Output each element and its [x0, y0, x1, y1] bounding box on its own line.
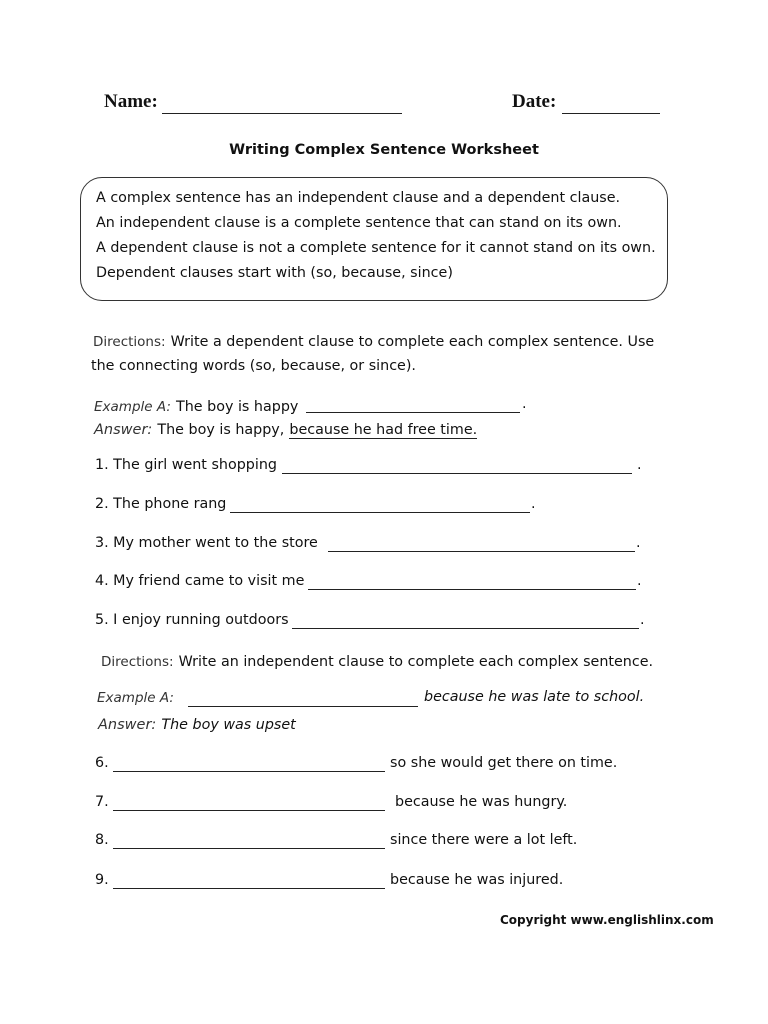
copyright: Copyright www.englishlinx.com	[500, 913, 714, 927]
item-7-num: 7.	[95, 794, 109, 810]
item-5-blank[interactable]	[292, 628, 639, 629]
info-line: An independent clause is a complete sentence that can stand on its own.	[96, 215, 622, 231]
date-blank[interactable]	[562, 113, 660, 114]
directions-label: Directions:	[101, 654, 174, 670]
item-4: 4. My friend came to visit me	[95, 573, 305, 589]
name-blank[interactable]	[162, 113, 402, 114]
item-7-text: because he was hungry.	[395, 794, 568, 810]
info-box	[80, 177, 668, 301]
section1-directions-cont: the connecting words (so, because, or since).	[91, 358, 416, 374]
section1-example	[94, 396, 298, 415]
item-6-blank[interactable]	[113, 771, 385, 772]
item-7-blank[interactable]	[113, 810, 385, 811]
item-5: 5. I enjoy running outdoors	[95, 612, 289, 628]
item-1-blank[interactable]	[282, 473, 632, 474]
section2-directions	[101, 651, 653, 670]
item-3-blank[interactable]	[328, 551, 635, 552]
date-label: Date:	[512, 91, 557, 112]
item-9-blank[interactable]	[113, 888, 385, 889]
item-2-blank[interactable]	[230, 512, 530, 513]
directions-text: Write a dependent clause to complete each complex sentence. Use	[170, 334, 655, 350]
example-text: The boy is happy	[176, 399, 299, 415]
answer-text: The boy is happy,	[157, 422, 285, 438]
item-4-blank[interactable]	[308, 589, 636, 590]
section2-example-text: because he was late to school.	[424, 689, 645, 705]
item-6-num: 6.	[95, 755, 109, 771]
item-1: 1. The girl went shopping	[95, 457, 277, 473]
item-6-text: so she would get there on time.	[390, 755, 618, 771]
item-8-num: 8.	[95, 832, 109, 848]
answer-label: Answer:	[98, 717, 157, 733]
example-blank	[306, 412, 520, 413]
section2-example-blank	[188, 706, 418, 707]
worksheet-title: Writing Complex Sentence Worksheet	[229, 142, 539, 158]
item-8-text: since there were a lot left.	[390, 832, 578, 848]
item-2: 2. The phone rang	[95, 496, 227, 512]
item-9-num: 9.	[95, 872, 109, 888]
item-3: 3. My mother went to the store	[95, 535, 318, 551]
example-label: Example A:	[94, 399, 171, 415]
info-line: A dependent clause is not a complete sentence for it cannot stand on its own.	[96, 240, 656, 256]
info-line: A complex sentence has an independent clause and a dependent clause.	[96, 190, 621, 206]
answer-label: Answer:	[94, 422, 153, 438]
section2-example-label: Example A:	[97, 690, 174, 706]
section1-answer	[94, 419, 477, 438]
section2-answer	[98, 714, 296, 733]
answer-underlined: because he had free time.	[289, 422, 478, 438]
info-line: Dependent clauses start with (so, because, since)	[96, 265, 453, 281]
name-label: Name:	[104, 91, 158, 112]
section1-directions	[93, 331, 654, 350]
directions-text: Write an independent clause to complete each complex sentence.	[178, 654, 654, 670]
directions-label: Directions:	[93, 334, 166, 350]
answer-text: The boy was upset	[161, 717, 296, 733]
item-9-text: because he was injured.	[390, 872, 564, 888]
item-8-blank[interactable]	[113, 848, 385, 849]
